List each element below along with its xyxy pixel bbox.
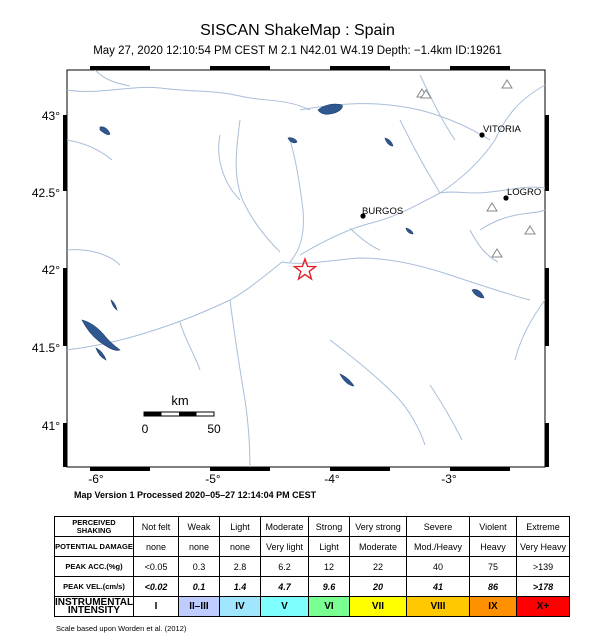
legend-cell: 20	[349, 577, 406, 597]
legend-cell: Strong	[308, 517, 349, 537]
footnote: Scale based upon Worden et al. (2012)	[56, 624, 187, 633]
lat-tick: 43°	[41, 109, 60, 123]
legend-cell: 22	[349, 557, 406, 577]
lat-tick: 41°	[41, 419, 60, 433]
scale-unit: km	[171, 393, 189, 408]
legend-row-label: INSTRUMENTAL INTENSITY	[55, 596, 134, 616]
lon-tick: -6°	[88, 472, 104, 486]
lat-tick: 42.5°	[31, 186, 60, 200]
legend-cell: Not felt	[133, 517, 178, 537]
legend-cell: Mod./Heavy	[406, 537, 469, 557]
legend-cell: 6.2	[260, 557, 308, 577]
legend-cell: 9.6	[308, 577, 349, 597]
legend-row-acc	[55, 557, 570, 577]
intensity-cell: VII	[349, 597, 406, 617]
legend-cell: Very Heavy	[516, 537, 569, 557]
legend-cell: Weak	[178, 517, 219, 537]
intensity-cell: I	[133, 597, 178, 617]
legend-cell: Extreme	[516, 517, 569, 537]
scale-min: 0	[141, 422, 149, 436]
map-frame	[67, 70, 545, 467]
legend-row-vel	[55, 577, 570, 597]
legend-row-label: PEAK VEL.(cm/s)	[55, 577, 134, 597]
legend-cell: 75	[469, 557, 516, 577]
legend-cell: 4.7	[260, 577, 308, 597]
legend-cell: none	[219, 537, 260, 557]
lon-tick: -4°	[324, 472, 340, 486]
legend-cell: <0.05	[133, 557, 178, 577]
legend-cell: 12	[308, 557, 349, 577]
lon-tick: -3°	[441, 472, 457, 486]
legend-row-intensity	[55, 597, 570, 617]
intensity-cell: IX	[469, 597, 516, 617]
legend-cell: Very strong	[349, 517, 406, 537]
legend-cell: none	[178, 537, 219, 557]
legend-cell: 0.3	[178, 557, 219, 577]
legend-row-damage	[55, 537, 570, 557]
lat-tick: 41.5°	[31, 341, 60, 355]
intensity-cell: V	[260, 597, 308, 617]
legend-row-label: POTENTIAL DAMAGE	[55, 537, 134, 557]
city-label: BURGOS	[362, 206, 404, 217]
intensity-cell: X+	[516, 597, 569, 617]
legend-cell: 41	[406, 577, 469, 597]
legend-cell: Violent	[469, 517, 516, 537]
intensity-cell: VIII	[406, 597, 469, 617]
map-title: SISCAN ShakeMap : Spain	[200, 22, 395, 39]
legend-cell: Moderate	[260, 517, 308, 537]
city-label: LOGRO	[507, 187, 542, 198]
legend-cell: >139	[516, 557, 569, 577]
legend-cell: Light	[219, 517, 260, 537]
legend-row-shaking	[55, 517, 570, 537]
legend-row-label: PERCEIVED SHAKING	[55, 517, 134, 537]
legend-cell: none	[133, 537, 178, 557]
lat-tick: 42°	[41, 263, 60, 277]
legend-cell: 40	[406, 557, 469, 577]
city-label: VITORIA	[483, 124, 521, 135]
legend-cell: Heavy	[469, 537, 516, 557]
intensity-legend	[54, 516, 570, 617]
legend-cell: 0.1	[178, 577, 219, 597]
scale-max: 50	[207, 422, 221, 436]
legend-row-label: PEAK ACC.(%g)	[55, 557, 134, 577]
legend-cell: >178	[516, 577, 569, 597]
legend-cell: Light	[308, 537, 349, 557]
legend-cell: Moderate	[349, 537, 406, 557]
legend-cell: 86	[469, 577, 516, 597]
lon-tick: -5°	[205, 472, 221, 486]
legend-cell: 1.4	[219, 577, 260, 597]
intensity-cell: VI	[308, 597, 349, 617]
intensity-cell: II–III	[178, 597, 219, 617]
processing-caption: Map Version 1 Processed 2020–05–27 12:14:04 PM CEST	[74, 490, 317, 500]
legend-cell: 2.8	[219, 557, 260, 577]
legend-cell: <0.02	[133, 577, 178, 597]
intensity-cell: IV	[219, 597, 260, 617]
legend-cell: Severe	[406, 517, 469, 537]
event-info: May 27, 2020 12:10:54 PM CEST M 2.1 N42.01 W4.19 Depth: −1.4km ID:19261	[93, 45, 502, 57]
legend-cell: Very light	[260, 537, 308, 557]
